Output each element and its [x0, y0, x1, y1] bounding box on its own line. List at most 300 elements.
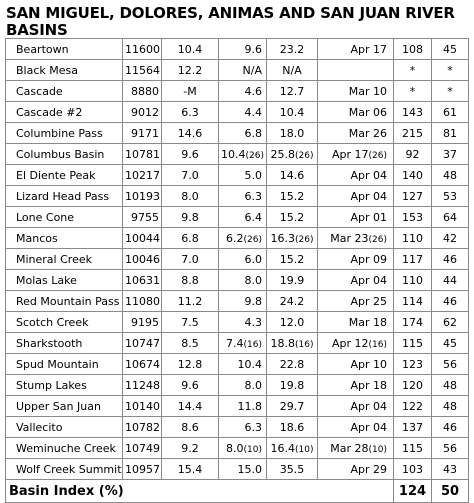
station-elevation: [123, 333, 162, 354]
station-name-value: Cascade #2: [16, 105, 83, 119]
station-name-value: El Diente Peak: [16, 168, 96, 182]
percent-of-peak: [432, 333, 469, 354]
median-peak-date-value: Apr 10: [350, 357, 387, 371]
percent-of-median-value: 127: [402, 189, 423, 203]
percent-of-peak: [432, 375, 469, 396]
table-row: [6, 417, 469, 438]
median-peak-date-value: Mar 23: [330, 231, 369, 245]
median-peak-swe-value: 15.2: [279, 210, 305, 224]
current-swe: [162, 459, 219, 480]
average-swe: [219, 123, 267, 144]
average-swe: [219, 333, 267, 354]
table-row: [6, 186, 469, 207]
percent-of-median-value: 115: [402, 336, 423, 350]
percent-of-median: [394, 375, 432, 396]
station-elevation-value: 10193: [125, 189, 160, 203]
median-peak-date-value: Apr 12: [331, 336, 369, 350]
average-swe: [219, 438, 267, 459]
median-peak-date: [318, 375, 394, 396]
median-peak-date: [318, 312, 394, 333]
current-swe-value: 14.4: [177, 399, 203, 413]
current-swe-value: -M: [183, 84, 197, 98]
median-peak-swe-value: 29.7: [279, 399, 305, 413]
median-peak-swe-value: 16.4: [270, 441, 295, 455]
median-peak-date-years-note: (10): [368, 444, 387, 455]
median-peak-swe-years-note: (10): [295, 444, 314, 455]
station-elevation: [123, 60, 162, 81]
station-name: [6, 228, 123, 249]
current-swe-value: 12.8: [177, 357, 203, 371]
median-peak-swe-value: 12.7: [279, 84, 305, 98]
median-peak-date-value: Mar 28: [330, 441, 369, 455]
percent-of-peak-value: *: [447, 63, 453, 77]
table-row: [6, 396, 469, 417]
percent-of-median-value: 174: [402, 315, 423, 329]
median-peak-date-value: Apr 09: [350, 252, 387, 266]
percent-of-median-value: 114: [402, 294, 423, 308]
basin-index-row: [6, 480, 469, 503]
station-elevation: [123, 102, 162, 123]
percent-of-peak-value: 45: [443, 42, 457, 56]
station-elevation: [123, 291, 162, 312]
average-swe: [219, 207, 267, 228]
median-peak-swe-value: 18.6: [279, 420, 305, 434]
median-peak-swe-years-note: (26): [295, 150, 314, 161]
station-elevation: [123, 207, 162, 228]
percent-of-median-value: 103: [402, 462, 423, 476]
average-swe: [219, 39, 267, 60]
table-row: [6, 39, 469, 60]
median-peak-date: [318, 165, 394, 186]
average-swe-value: 8.0: [226, 441, 244, 455]
basin-title-line-2: BASINS: [6, 21, 68, 39]
station-elevation: [123, 144, 162, 165]
current-swe-value: 15.4: [177, 462, 203, 476]
station-name: [6, 81, 123, 102]
average-swe-value: 8.0: [244, 273, 262, 287]
median-peak-date: [318, 438, 394, 459]
median-peak-swe-years-note: (26): [295, 234, 314, 245]
median-peak-date-value: Mar 26: [348, 126, 387, 140]
station-name: [6, 333, 123, 354]
average-swe-value: 6.4: [244, 210, 262, 224]
median-peak-swe: [267, 396, 318, 417]
table-row: [6, 60, 469, 81]
table-row: [6, 228, 469, 249]
median-peak-date-years-note: (26): [368, 234, 387, 245]
average-swe: [219, 270, 267, 291]
median-peak-swe: [267, 438, 318, 459]
median-peak-swe-value: 19.8: [279, 378, 305, 392]
median-peak-date: [318, 249, 394, 270]
table-row: [6, 81, 469, 102]
average-swe-value: 4.6: [244, 84, 262, 98]
percent-of-median-value: 143: [402, 105, 423, 119]
median-peak-date-years-note: (16): [368, 339, 387, 350]
percent-of-median: [394, 123, 432, 144]
median-peak-date: [318, 396, 394, 417]
percent-of-peak: [432, 144, 469, 165]
average-swe: [219, 417, 267, 438]
station-elevation-value: 10957: [125, 462, 160, 476]
percent-of-peak: [432, 207, 469, 228]
percent-of-median-value: 92: [405, 147, 420, 161]
percent-of-peak-value: 53: [443, 189, 457, 203]
percent-of-peak-value: 48: [443, 168, 457, 182]
median-peak-date-value: Mar 18: [348, 315, 387, 329]
percent-of-median: [394, 81, 432, 102]
percent-of-median-value: 117: [402, 252, 423, 266]
median-peak-swe: [267, 81, 318, 102]
station-elevation: [123, 81, 162, 102]
current-swe: [162, 375, 219, 396]
basin-index-percent-2: 50: [432, 480, 469, 503]
current-swe: [162, 396, 219, 417]
median-peak-swe-value: 19.9: [279, 273, 305, 287]
percent-of-peak: [432, 228, 469, 249]
median-peak-swe-value: 25.8: [270, 147, 295, 161]
current-swe-value: 9.6: [181, 378, 199, 392]
percent-of-peak-value: 81: [443, 126, 457, 140]
station-elevation-value: 10747: [125, 336, 160, 350]
percent-of-peak: [432, 396, 469, 417]
percent-of-median-value: 140: [402, 168, 423, 182]
station-name: [6, 438, 123, 459]
station-elevation-value: 10044: [125, 231, 160, 245]
percent-of-peak: [432, 249, 469, 270]
median-peak-date: [318, 39, 394, 60]
median-peak-swe-value: 14.6: [279, 168, 305, 182]
station-name-value: Lizard Head Pass: [16, 189, 110, 203]
station-elevation: [123, 228, 162, 249]
percent-of-peak-value: 62: [443, 315, 457, 329]
median-peak-date-value: Apr 17: [331, 147, 369, 161]
percent-of-peak-value: *: [447, 84, 453, 98]
median-peak-date: [318, 60, 394, 81]
current-swe: [162, 354, 219, 375]
percent-of-median: [394, 39, 432, 60]
current-swe-value: 8.6: [181, 420, 199, 434]
percent-of-median-value: *: [409, 63, 416, 77]
table-row: [6, 354, 469, 375]
percent-of-median-value: 122: [402, 399, 423, 413]
table-row: [6, 165, 469, 186]
median-peak-date: [318, 81, 394, 102]
median-peak-date-value: Apr 04: [350, 168, 387, 182]
percent-of-median: [394, 60, 432, 81]
station-elevation-value: 11564: [125, 63, 160, 77]
station-name-value: Stump Lakes: [16, 378, 87, 392]
station-name-value: Upper San Juan: [16, 399, 101, 413]
current-swe-value: 8.5: [181, 336, 199, 350]
station-name: [6, 60, 123, 81]
station-name: [6, 165, 123, 186]
station-name-value: Lone Cone: [16, 210, 75, 224]
median-peak-date-value: Mar 10: [348, 84, 387, 98]
median-peak-date: [318, 354, 394, 375]
median-peak-swe: [267, 459, 318, 480]
current-swe-value: 9.6: [181, 147, 199, 161]
percent-of-median: [394, 291, 432, 312]
basin-index-section: [6, 480, 469, 503]
percent-of-peak-value: 56: [443, 441, 457, 455]
current-swe: [162, 102, 219, 123]
median-peak-date: [318, 417, 394, 438]
current-swe-value: 12.2: [177, 63, 203, 77]
table-row: [6, 333, 469, 354]
average-swe: [219, 291, 267, 312]
station-name-value: Cascade: [16, 84, 63, 98]
station-elevation-value: 9171: [131, 126, 159, 140]
station-name-value: Spud Mountain: [16, 357, 99, 371]
median-peak-swe-value: 15.2: [279, 252, 305, 266]
average-swe: [219, 144, 267, 165]
station-elevation: [123, 438, 162, 459]
percent-of-median: [394, 228, 432, 249]
current-swe-value: 8.8: [181, 273, 199, 287]
median-peak-swe: [267, 123, 318, 144]
median-peak-date: [318, 102, 394, 123]
station-name-value: Sharkstooth: [16, 336, 83, 350]
station-elevation-value: 10749: [125, 441, 160, 455]
station-name-value: Mineral Creek: [16, 252, 92, 266]
average-swe-value: 4.4: [244, 105, 262, 119]
station-name: [6, 123, 123, 144]
station-name-value: Wolf Creek Summit: [16, 462, 122, 476]
percent-of-median: [394, 102, 432, 123]
percent-of-peak-value: 42: [443, 231, 457, 245]
station-elevation-value: 11600: [125, 42, 160, 56]
average-swe-value: 10.4: [221, 147, 246, 161]
average-swe-value: 6.2: [226, 231, 244, 245]
percent-of-peak-value: 48: [443, 378, 457, 392]
current-swe: [162, 123, 219, 144]
percent-of-median: [394, 270, 432, 291]
median-peak-date-value: Apr 04: [350, 273, 387, 287]
current-swe-value: 8.0: [181, 189, 199, 203]
station-name-value: Weminuche Creek: [16, 441, 116, 455]
station-name: [6, 207, 123, 228]
station-rows: [6, 39, 469, 480]
average-swe-years-note: (26): [243, 234, 262, 245]
station-elevation: [123, 165, 162, 186]
current-swe: [162, 312, 219, 333]
median-peak-date: [318, 270, 394, 291]
percent-of-peak: [432, 186, 469, 207]
average-swe: [219, 228, 267, 249]
percent-of-median-value: *: [409, 84, 416, 98]
average-swe-value: 9.6: [244, 42, 262, 56]
average-swe: [219, 249, 267, 270]
station-elevation-value: 10046: [125, 252, 160, 266]
median-peak-date: [318, 459, 394, 480]
average-swe: [219, 354, 267, 375]
percent-of-peak-value: 48: [443, 399, 457, 413]
current-swe: [162, 186, 219, 207]
current-swe: [162, 39, 219, 60]
table-row: [6, 123, 469, 144]
station-elevation-value: 11080: [125, 294, 160, 308]
table-row: [6, 270, 469, 291]
percent-of-median: [394, 459, 432, 480]
percent-of-peak-value: 46: [443, 294, 457, 308]
median-peak-date-value: Apr 01: [350, 210, 387, 224]
average-swe-value: 9.8: [244, 294, 262, 308]
average-swe-value: 11.8: [237, 399, 262, 413]
station-name-value: Scotch Creek: [16, 315, 89, 329]
median-peak-date-value: Mar 06: [348, 105, 387, 119]
percent-of-median: [394, 417, 432, 438]
median-peak-swe-value: 23.2: [279, 42, 305, 56]
station-name-value: Red Mountain Pass: [16, 294, 120, 308]
current-swe-value: 11.2: [177, 294, 203, 308]
median-peak-swe: [267, 144, 318, 165]
table-row: [6, 312, 469, 333]
table-row: [6, 291, 469, 312]
station-elevation: [123, 123, 162, 144]
station-name: [6, 396, 123, 417]
station-name-value: Columbine Pass: [16, 126, 103, 140]
median-peak-swe-value: 10.4: [279, 105, 305, 119]
station-elevation-value: 10140: [125, 399, 160, 413]
average-swe-value: 6.0: [244, 252, 262, 266]
station-name: [6, 417, 123, 438]
median-peak-date-value: Apr 04: [350, 420, 387, 434]
current-swe: [162, 228, 219, 249]
station-elevation-value: 8880: [131, 84, 159, 98]
average-swe: [219, 312, 267, 333]
average-swe: [219, 375, 267, 396]
station-name: [6, 102, 123, 123]
station-name-value: Columbus Basin: [16, 147, 105, 161]
current-swe-value: 6.8: [181, 231, 199, 245]
percent-of-peak: [432, 39, 469, 60]
median-peak-date-value: Apr 25: [350, 294, 387, 308]
median-peak-date: [318, 144, 394, 165]
percent-of-peak: [432, 459, 469, 480]
percent-of-peak-value: 64: [443, 210, 457, 224]
percent-of-peak-value: 46: [443, 420, 457, 434]
station-name: [6, 270, 123, 291]
current-swe: [162, 417, 219, 438]
percent-of-median: [394, 354, 432, 375]
percent-of-peak: [432, 165, 469, 186]
table-row: [6, 144, 469, 165]
station-name: [6, 144, 123, 165]
station-elevation-value: 10781: [125, 147, 160, 161]
percent-of-median: [394, 144, 432, 165]
median-peak-swe-value: 35.5: [279, 462, 305, 476]
median-peak-date: [318, 186, 394, 207]
median-peak-swe-value: 16.3: [270, 231, 295, 245]
table-row: [6, 249, 469, 270]
basin-title-line-1: SAN MIGUEL, DOLORES, ANIMAS AND SAN JUAN RIVER: [6, 4, 455, 22]
current-swe: [162, 60, 219, 81]
percent-of-peak: [432, 312, 469, 333]
median-peak-swe: [267, 270, 318, 291]
average-swe-years-note: (16): [243, 339, 262, 350]
average-swe: [219, 81, 267, 102]
station-elevation: [123, 417, 162, 438]
station-name: [6, 354, 123, 375]
current-swe-value: 6.3: [181, 105, 199, 119]
average-swe-value: 6.8: [244, 126, 262, 140]
median-peak-date: [318, 228, 394, 249]
station-elevation-value: 10782: [125, 420, 160, 434]
percent-of-peak: [432, 270, 469, 291]
percent-of-median: [394, 207, 432, 228]
median-peak-swe: [267, 375, 318, 396]
table-row: [6, 375, 469, 396]
median-peak-date-value: Apr 18: [350, 378, 387, 392]
current-swe: [162, 81, 219, 102]
table-row: [6, 438, 469, 459]
median-peak-date-value: Apr 29: [350, 462, 387, 476]
average-swe: [219, 186, 267, 207]
median-peak-swe: [267, 165, 318, 186]
station-elevation-value: 10217: [125, 168, 160, 182]
station-elevation-value: 10631: [125, 273, 160, 287]
basin-index-percent-1: 124: [394, 480, 432, 503]
percent-of-peak: [432, 438, 469, 459]
current-swe-value: 9.8: [181, 210, 199, 224]
median-peak-swe-value: 18.0: [279, 126, 305, 140]
median-peak-swe: [267, 102, 318, 123]
median-peak-swe: [267, 186, 318, 207]
station-name-value: Black Mesa: [16, 63, 78, 77]
percent-of-peak-value: 61: [443, 105, 457, 119]
percent-of-median-value: 110: [402, 231, 423, 245]
current-swe: [162, 270, 219, 291]
median-peak-date: [318, 333, 394, 354]
current-swe-value: 14.6: [177, 126, 203, 140]
median-peak-date-value: Apr 04: [350, 399, 387, 413]
median-peak-swe-value: 12.0: [279, 315, 305, 329]
station-elevation: [123, 312, 162, 333]
station-name-value: Molas Lake: [16, 273, 77, 287]
average-swe-value: 10.4: [237, 357, 262, 371]
average-swe-value: 8.0: [244, 378, 262, 392]
percent-of-peak-value: 37: [443, 147, 457, 161]
percent-of-median-value: 115: [402, 441, 423, 455]
station-elevation: [123, 375, 162, 396]
station-elevation-value: 9195: [131, 315, 159, 329]
percent-of-median-value: 215: [402, 126, 423, 140]
average-swe: [219, 60, 267, 81]
table-row: [6, 207, 469, 228]
station-name: [6, 459, 123, 480]
snowpack-table: [5, 38, 469, 503]
station-elevation-value: 9755: [131, 210, 159, 224]
station-elevation: [123, 354, 162, 375]
median-peak-swe-value: 15.2: [279, 189, 305, 203]
table-row: [6, 459, 469, 480]
percent-of-median-value: 123: [402, 357, 423, 371]
average-swe: [219, 396, 267, 417]
station-elevation-value: 11248: [125, 378, 160, 392]
station-elevation: [123, 270, 162, 291]
percent-of-peak-value: 43: [443, 462, 457, 476]
current-swe-value: 7.5: [181, 315, 199, 329]
current-swe: [162, 165, 219, 186]
percent-of-peak: [432, 417, 469, 438]
table-row: [6, 102, 469, 123]
current-swe-value: 10.4: [177, 42, 203, 56]
percent-of-median-value: 137: [402, 420, 423, 434]
average-swe: [219, 102, 267, 123]
median-peak-swe: [267, 417, 318, 438]
percent-of-peak: [432, 123, 469, 144]
